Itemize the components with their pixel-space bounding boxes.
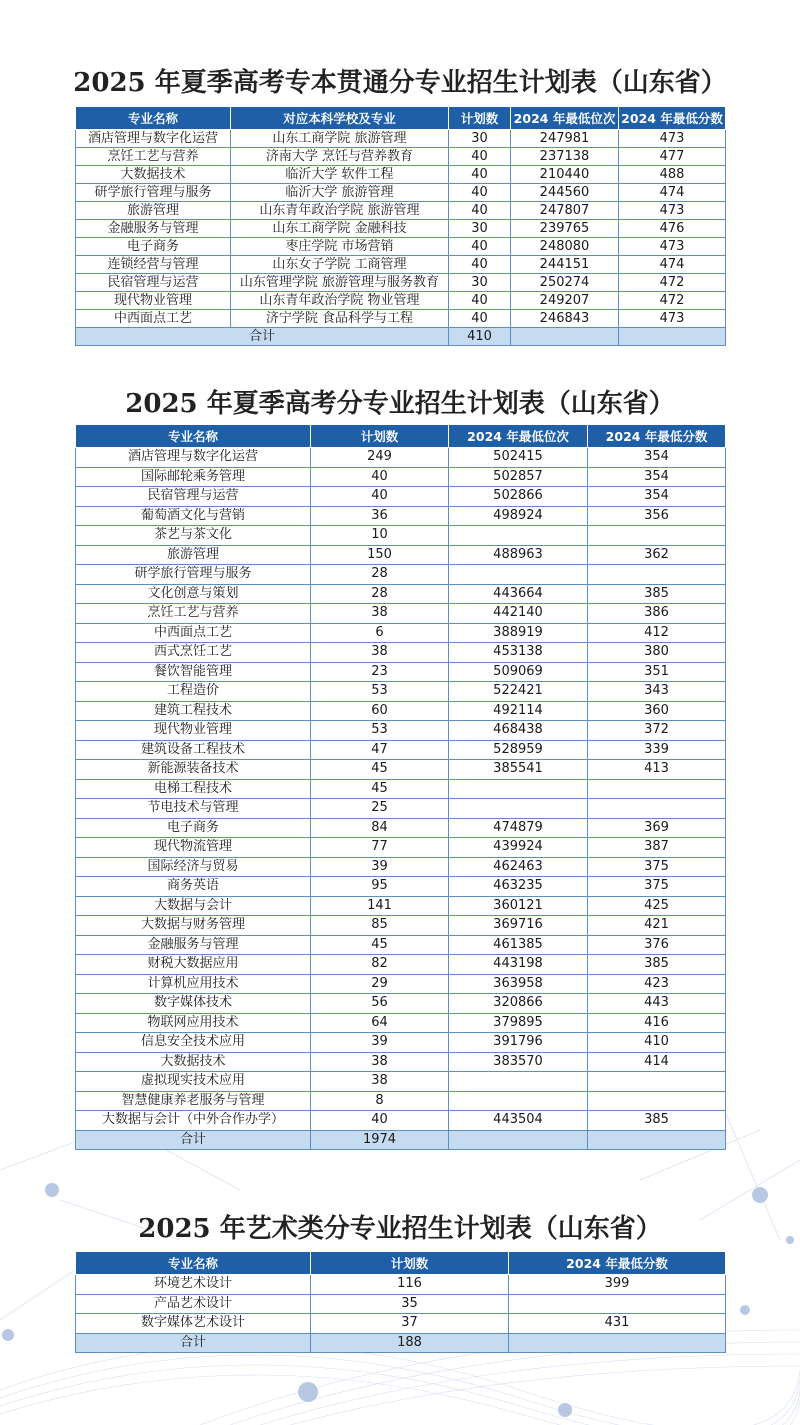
table-row (76, 256, 726, 274)
table-cell: 电子商务 (76, 238, 231, 256)
table-cell: 研学旅行管理与服务 (76, 565, 311, 585)
table-cell: 509069 (449, 662, 588, 682)
table-cell: 商务英语 (76, 877, 311, 897)
table-cell: 产品艺术设计 (76, 1294, 311, 1314)
total-label: 合计 (76, 328, 449, 346)
table-total-row (76, 328, 726, 346)
table-cell: 150 (311, 545, 449, 565)
table-cell: 363958 (449, 974, 588, 994)
table-cell: 85 (311, 916, 449, 936)
table-cell: 30 (449, 220, 511, 238)
table-header-row (76, 1252, 726, 1275)
table-cell: 443 (588, 994, 726, 1014)
table-cell: 356 (588, 506, 726, 526)
table-row (76, 974, 726, 994)
table-cell: 临沂大学 软件工程 (231, 166, 449, 184)
column-header: 专业名称 (76, 1252, 311, 1275)
table-cell: 45 (311, 760, 449, 780)
section1-title: 2025 年夏季高考专本贯通分专业招生计划表（山东省） (73, 68, 727, 98)
table-cell: 山东管理学院 旅游管理与服务教育 (231, 274, 449, 292)
table-row (76, 467, 726, 487)
table-cell: 28 (311, 565, 449, 585)
table-row (76, 1294, 726, 1314)
column-header: 计划数 (311, 425, 449, 448)
table-cell: 472 (619, 292, 726, 310)
table-row (76, 1091, 726, 1111)
table-cell: 439924 (449, 838, 588, 858)
table-row (76, 1052, 726, 1072)
table-cell: 502415 (449, 448, 588, 468)
table-cell (588, 565, 726, 585)
table-cell: 40 (449, 310, 511, 328)
table-row (76, 584, 726, 604)
column-header: 对应本科学校及专业 (231, 107, 449, 130)
table-cell: 23 (311, 662, 449, 682)
table-cell: 酒店管理与数字化运营 (76, 448, 311, 468)
table-cell: 连锁经营与管理 (76, 256, 231, 274)
column-header: 2024 年最低分数 (509, 1252, 726, 1275)
table-cell: 建筑设备工程技术 (76, 740, 311, 760)
table-cell: 39 (311, 1033, 449, 1053)
table-cell: 大数据与会计 (76, 896, 311, 916)
table-cell: 423 (588, 974, 726, 994)
table-cell: 391796 (449, 1033, 588, 1053)
table-cell: 烹饪工艺与营养 (76, 604, 311, 624)
table-cell: 山东女子学院 工商管理 (231, 256, 449, 274)
table-row (76, 545, 726, 565)
table-cell: 250274 (511, 274, 619, 292)
table-cell: 烹饪工艺与营养 (76, 148, 231, 166)
table-cell: 现代物业管理 (76, 721, 311, 741)
table-cell: 金融服务与管理 (76, 220, 231, 238)
table-cell: 山东工商学院 金融科技 (231, 220, 449, 238)
table-cell: 56 (311, 994, 449, 1014)
table-cell: 375 (588, 877, 726, 897)
table-cell: 474879 (449, 818, 588, 838)
table-cell: 244560 (511, 184, 619, 202)
table-cell: 360121 (449, 896, 588, 916)
table-cell: 40 (449, 256, 511, 274)
table-cell: 数字媒体艺术设计 (76, 1314, 311, 1334)
table-cell: 320866 (449, 994, 588, 1014)
table-row (76, 935, 726, 955)
table-cell: 410 (588, 1033, 726, 1053)
table-cell: 476 (619, 220, 726, 238)
table-cell: 电梯工程技术 (76, 779, 311, 799)
table-row (76, 202, 726, 220)
column-header: 计划数 (311, 1252, 509, 1275)
table-cell: 492114 (449, 701, 588, 721)
table-cell: 中西面点工艺 (76, 623, 311, 643)
table-cell: 40 (449, 292, 511, 310)
table-cell (449, 799, 588, 819)
table-cell: 旅游管理 (76, 545, 311, 565)
table-cell: 414 (588, 1052, 726, 1072)
table-cell: 473 (619, 130, 726, 148)
table-cell: 40 (311, 1111, 449, 1131)
table-cell: 大数据与会计（中外合作办学） (76, 1111, 311, 1131)
total-label: 合计 (76, 1333, 311, 1353)
table-cell (588, 1072, 726, 1092)
table-row (76, 292, 726, 310)
table-cell: 443198 (449, 955, 588, 975)
table-cell: 36 (311, 506, 449, 526)
table-cell: 360 (588, 701, 726, 721)
table-cell: 30 (449, 274, 511, 292)
table-cell (588, 1091, 726, 1111)
table-cell: 431 (509, 1314, 726, 1334)
table-cell: 369716 (449, 916, 588, 936)
table-cell: 45 (311, 779, 449, 799)
table-cell: 35 (311, 1294, 509, 1314)
table-cell: 443504 (449, 1111, 588, 1131)
table-cell: 研学旅行管理与服务 (76, 184, 231, 202)
table-cell: 468438 (449, 721, 588, 741)
table-cell: 412 (588, 623, 726, 643)
total-label: 合计 (76, 1130, 311, 1150)
table-row (76, 682, 726, 702)
table-cell: 大数据技术 (76, 166, 231, 184)
table-row (76, 721, 726, 741)
table-cell: 8 (311, 1091, 449, 1111)
table-cell: 数字媒体技术 (76, 994, 311, 1014)
table-row (76, 487, 726, 507)
table-cell: 141 (311, 896, 449, 916)
table-cell: 茶艺与茶文化 (76, 526, 311, 546)
table-total-row (76, 1333, 726, 1353)
table-cell: 375 (588, 857, 726, 877)
table-cell: 国际邮轮乘务管理 (76, 467, 311, 487)
table-cell: 351 (588, 662, 726, 682)
table-cell (449, 1072, 588, 1092)
table-cell: 枣庄学院 市场营销 (231, 238, 449, 256)
table-cell: 济宁学院 食品科学与工程 (231, 310, 449, 328)
table-cell: 60 (311, 701, 449, 721)
table-cell: 工程造价 (76, 682, 311, 702)
table-cell: 354 (588, 448, 726, 468)
table-cell: 369 (588, 818, 726, 838)
table-cell: 智慧健康养老服务与管理 (76, 1091, 311, 1111)
table-row (76, 1275, 726, 1295)
table-cell: 249207 (511, 292, 619, 310)
table-cell: 38 (311, 604, 449, 624)
table-cell: 环境艺术设计 (76, 1275, 311, 1295)
table-cell: 249 (311, 448, 449, 468)
table-cell (449, 526, 588, 546)
table-cell: 354 (588, 467, 726, 487)
table-cell: 77 (311, 838, 449, 858)
table-cell: 399 (509, 1275, 726, 1295)
table-cell: 488963 (449, 545, 588, 565)
table-row (76, 220, 726, 238)
table-cell: 53 (311, 721, 449, 741)
table-row (76, 310, 726, 328)
table-row (76, 565, 726, 585)
table-cell: 376 (588, 935, 726, 955)
table-cell: 53 (311, 682, 449, 702)
table-cell: 民宿管理与运营 (76, 487, 311, 507)
table-cell: 239765 (511, 220, 619, 238)
table-row (76, 955, 726, 975)
table-cell: 237138 (511, 148, 619, 166)
table-cell: 40 (311, 467, 449, 487)
table-row (76, 526, 726, 546)
column-header: 专业名称 (76, 107, 231, 130)
table-cell: 82 (311, 955, 449, 975)
table-row (76, 799, 726, 819)
table-cell: 473 (619, 310, 726, 328)
table-cell: 财税大数据应用 (76, 955, 311, 975)
total-value: 410 (449, 328, 511, 346)
table-cell: 462463 (449, 857, 588, 877)
column-header: 2024 年最低位次 (511, 107, 619, 130)
table-cell: 临沂大学 旅游管理 (231, 184, 449, 202)
table-row (76, 916, 726, 936)
table-row (76, 148, 726, 166)
total-value: 1974 (311, 1130, 449, 1150)
table-cell: 474 (619, 184, 726, 202)
table-cell: 477 (619, 148, 726, 166)
table-cell: 425 (588, 896, 726, 916)
table-cell: 354 (588, 487, 726, 507)
section2-title: 2025 年夏季高考分专业招生计划表（山东省） (125, 389, 675, 419)
table-cell: 40 (449, 202, 511, 220)
table-cell: 旅游管理 (76, 202, 231, 220)
table-row (76, 184, 726, 202)
table-cell: 362 (588, 545, 726, 565)
table-cell: 248080 (511, 238, 619, 256)
table-row (76, 130, 726, 148)
table-cell: 522421 (449, 682, 588, 702)
table-row (76, 760, 726, 780)
table-cell: 498924 (449, 506, 588, 526)
table-cell: 38 (311, 1072, 449, 1092)
table-cell: 385 (588, 1111, 726, 1131)
table-cell: 387 (588, 838, 726, 858)
table-cell: 餐饮智能管理 (76, 662, 311, 682)
table-cell: 461385 (449, 935, 588, 955)
table-row (76, 604, 726, 624)
table-cell: 39 (311, 857, 449, 877)
table-cell: 385 (588, 955, 726, 975)
table-cell: 40 (449, 148, 511, 166)
table-cell: 建筑工程技术 (76, 701, 311, 721)
table-cell: 443664 (449, 584, 588, 604)
table-cell: 47 (311, 740, 449, 760)
table-row (76, 623, 726, 643)
table-cell: 新能源装备技术 (76, 760, 311, 780)
table-row (76, 857, 726, 877)
table-row (76, 506, 726, 526)
table-cell: 416 (588, 1013, 726, 1033)
table-cell: 民宿管理与运营 (76, 274, 231, 292)
table-cell: 大数据技术 (76, 1052, 311, 1072)
articulation-plan-table (75, 106, 726, 346)
table-cell: 现代物业管理 (76, 292, 231, 310)
table-cell: 国际经济与贸易 (76, 857, 311, 877)
table-cell: 40 (449, 184, 511, 202)
table-cell (588, 526, 726, 546)
table-cell (588, 799, 726, 819)
table-cell: 388919 (449, 623, 588, 643)
table-cell: 28 (311, 584, 449, 604)
table-cell: 247807 (511, 202, 619, 220)
summer-plan-table (75, 424, 726, 1150)
table-cell: 244151 (511, 256, 619, 274)
table-cell: 金融服务与管理 (76, 935, 311, 955)
table-cell: 442140 (449, 604, 588, 624)
section3-title: 2025 年艺术类分专业招生计划表（山东省） (138, 1214, 662, 1244)
table-cell: 文化创意与策划 (76, 584, 311, 604)
table-cell: 10 (311, 526, 449, 546)
table-cell: 38 (311, 643, 449, 663)
table-cell: 383570 (449, 1052, 588, 1072)
table-cell: 计算机应用技术 (76, 974, 311, 994)
table-row (76, 1072, 726, 1092)
table-cell: 95 (311, 877, 449, 897)
column-header: 2024 年最低位次 (449, 425, 588, 448)
table-cell: 413 (588, 760, 726, 780)
table-cell: 247981 (511, 130, 619, 148)
total-value: 188 (311, 1333, 509, 1353)
table-row (76, 877, 726, 897)
table-cell: 380 (588, 643, 726, 663)
table-cell: 38 (311, 1052, 449, 1072)
table-row (76, 1013, 726, 1033)
table-cell: 488 (619, 166, 726, 184)
table-cell: 246843 (511, 310, 619, 328)
table-cell: 40 (311, 487, 449, 507)
table-cell: 山东青年政治学院 旅游管理 (231, 202, 449, 220)
table-cell: 45 (311, 935, 449, 955)
column-header: 2024 年最低分数 (619, 107, 726, 130)
table-cell: 379895 (449, 1013, 588, 1033)
table-cell: 30 (449, 130, 511, 148)
table-cell: 山东工商学院 旅游管理 (231, 130, 449, 148)
table-cell (449, 565, 588, 585)
table-row (76, 818, 726, 838)
table-row (76, 838, 726, 858)
table-cell: 西式烹饪工艺 (76, 643, 311, 663)
table-row (76, 643, 726, 663)
table-cell (449, 779, 588, 799)
table-cell: 酒店管理与数字化运营 (76, 130, 231, 148)
table-cell: 济南大学 烹饪与营养教育 (231, 148, 449, 166)
table-cell: 虚拟现实技术应用 (76, 1072, 311, 1092)
table-cell: 385541 (449, 760, 588, 780)
table-cell: 210440 (511, 166, 619, 184)
table-cell: 502866 (449, 487, 588, 507)
table-cell: 386 (588, 604, 726, 624)
table-cell: 502857 (449, 467, 588, 487)
table-header-row (76, 425, 726, 448)
table-cell: 中西面点工艺 (76, 310, 231, 328)
table-header-row (76, 107, 726, 130)
table-cell: 现代物流管理 (76, 838, 311, 858)
table-cell: 343 (588, 682, 726, 702)
table-cell: 473 (619, 202, 726, 220)
table-row (76, 238, 726, 256)
table-total-row (76, 1130, 726, 1150)
art-plan-table (75, 1251, 726, 1353)
table-cell: 473 (619, 238, 726, 256)
table-cell: 64 (311, 1013, 449, 1033)
table-row (76, 994, 726, 1014)
table-cell: 6 (311, 623, 449, 643)
table-cell: 物联网应用技术 (76, 1013, 311, 1033)
table-cell: 37 (311, 1314, 509, 1334)
table-row (76, 896, 726, 916)
table-row (76, 1111, 726, 1131)
table-row (76, 662, 726, 682)
table-row (76, 1314, 726, 1334)
table-cell: 25 (311, 799, 449, 819)
column-header: 2024 年最低分数 (588, 425, 726, 448)
table-cell: 40 (449, 166, 511, 184)
table-cell: 116 (311, 1275, 509, 1295)
column-header: 计划数 (449, 107, 511, 130)
table-cell: 463235 (449, 877, 588, 897)
table-row (76, 448, 726, 468)
table-cell: 葡萄酒文化与营销 (76, 506, 311, 526)
table-cell: 电子商务 (76, 818, 311, 838)
table-cell: 385 (588, 584, 726, 604)
table-cell (449, 1091, 588, 1111)
table-row (76, 274, 726, 292)
table-cell (509, 1294, 726, 1314)
table-cell: 421 (588, 916, 726, 936)
table-cell: 84 (311, 818, 449, 838)
table-cell: 528959 (449, 740, 588, 760)
table-cell (588, 779, 726, 799)
table-cell: 信息安全技术应用 (76, 1033, 311, 1053)
table-row (76, 1033, 726, 1053)
table-cell: 29 (311, 974, 449, 994)
table-cell: 474 (619, 256, 726, 274)
table-cell: 40 (449, 238, 511, 256)
table-row (76, 166, 726, 184)
table-row (76, 740, 726, 760)
table-cell: 大数据与财务管理 (76, 916, 311, 936)
table-cell: 山东青年政治学院 物业管理 (231, 292, 449, 310)
column-header: 专业名称 (76, 425, 311, 448)
table-cell: 453138 (449, 643, 588, 663)
table-cell: 节电技术与管理 (76, 799, 311, 819)
table-cell: 472 (619, 274, 726, 292)
table-row (76, 779, 726, 799)
table-row (76, 701, 726, 721)
table-cell: 339 (588, 740, 726, 760)
table-cell: 372 (588, 721, 726, 741)
